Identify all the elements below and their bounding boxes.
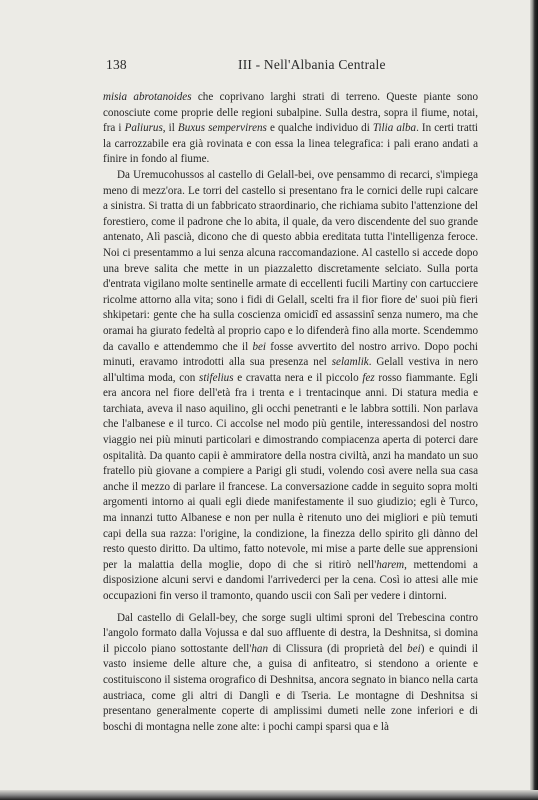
paragraph-1 [103, 90, 478, 168]
italic-term: fez [362, 371, 375, 384]
running-title: III - Nell'Albania Centrale [238, 57, 386, 72]
page-edge-shadow [530, 0, 538, 800]
paragraph-3 [103, 611, 478, 736]
text-run: . In certi tratti la carrozzabile era già rovinata e con essa la linea telegrafica: i pali erano andati a finire in fondo al fiume. [103, 122, 478, 166]
text-run: fosse avvertito del nostro arrivo. Dopo pochi minuti, eravamo introdotti alla sua presenza nel [103, 340, 478, 369]
italic-term: han [251, 642, 269, 655]
page-bottom-shadow [0, 790, 538, 800]
text-run: e qualche individuo di [266, 122, 373, 135]
italic-term: Paliurus [124, 122, 163, 135]
running-header [103, 57, 478, 77]
body-text [103, 90, 478, 735]
italic-term: bei [407, 642, 421, 655]
italic-term: stifelius [199, 371, 234, 384]
text-run: ) e quindi il vasto insieme delle alture che, a guisa di anfiteatro, si stendono a oriente e costituiscono il sistema orografico di Deshnitsa, ancora segnato in bianco nella carta austriaca, come gli altri di Danglì e di Tseria. Le montagne di Deshnitsa si presentano generalmente coperte di amplissimi dumeti nelle zone inferiori e di boschi di montagna nelle zone alte: i pochi campi sparsi qua e là [103, 642, 478, 733]
text-run: e cravatta nera e il piccolo [233, 371, 363, 384]
italic-term: bei [252, 340, 267, 353]
text-run: di Clissura (di proprietà del [268, 642, 408, 655]
text-run: Da Uremucohussos al castello di Gelall-bei, ove pensammo di recarci, s'impiega meno di mezz'ora. Le torri del castello si presentano fra le cornici delle rupi calcare a sinistra. Si tratta di un fabbricato straordinario, che richiama subito l'attenzione del forestiero, come il padrone che lo abita, il quale, da vero discendente del suo grande antenato, Alì pascià, dicono che di questo abbia ereditata tutta l'intelligenza feroce. Noi ci presentammo a lui senza alcuna raccomandazione. Al castello si accede dopo una breve salita che mette in un piazzaletto discretamente selciato. Sulla porta d'entrata vigilano molte sentinelle armate di eccellenti fucili Martiny con cartucciere ricolme attorno alla vita; sono i fidi di Gelall, scelti fra il fior fiore de' suoi più fieri shkipetari: gente che ha sulla coscienza omicidî ed assassinî senza numero, ma che oramai ha giurato fedeltà al proprio capo e lo difenderà fino alla morte. Scendemmo da cavallo e attendemmo che il [103, 168, 478, 353]
italic-term: Tilia alba [372, 122, 417, 135]
text-run: rosso fiammante. Egli era ancora nel fiore dell'età fra i trenta e i trentacinque anni. Di statura media e tarchiata, aveva il naso aquilino, gli occhi penetranti e le labbra sottili. Non parlava che l'albanese e il turco. Ci accolse nel modo più gentile, interessandosi del nostro viaggio nei più minuti particolari e dimostrando compiacenza aperta di poterci dare ospitalità. Da quanto capii è ammiratore della nostra civiltà, anzi ha mandato un suo fratello più giovane a compiere a Parigi gli studi, volendo così avere nella sua casa anche il mezzo di parlare il francese. La conversazione cadde in seguito sopra molti argomenti intorno ai quali egli diede manifestamente il suo giudizio; egli è Turco, ma innanzi tutto Albanese e non per nulla è ritenuto uno dei migliori e più temuti capi della sua razza: l'origine, la condizione, la finezza dello spirito gli dànno del resto questo diritto. Da ultimo, fatto notevole, mi mise a parte delle sue apprensioni per la malattia della moglie, dopo di che si ritirò nell' [103, 371, 478, 571]
text-run: Dal castello di Gelall-bey, che sorge sugli ultimi sproni del Trebescina contro l'angolo formato dalla Vojussa e dal suo affluente di destra, la Deshnitsa, si domina il piccolo piano sottostante dell' [103, 611, 478, 655]
italic-term: misia abrotanoides [103, 91, 192, 103]
page-number: 138 [106, 57, 127, 72]
text-run: , mettendomi a disposizione alcuni servi e dandomi l'arrivederci per la cena. Così io attesi alle mie occupazioni fin verso il tramonto, quando uscii con Salì per vedere i dintorni. [103, 558, 478, 602]
italic-term: selamlik [331, 356, 369, 369]
italic-term: Buxus sempervirens [177, 122, 267, 135]
paragraph-2 [103, 168, 478, 605]
text-run: che coprivano larghi strati di terreno. Queste piante sono conosciute come proprie delle regioni subalpine. Sulla destra, sopra il fiume, notai, fra i [103, 91, 478, 135]
text-run: , il [162, 122, 178, 135]
text-run: . Gelall vestiva in nero all'ultima moda, con [103, 356, 478, 384]
italic-term: harem [376, 558, 405, 571]
